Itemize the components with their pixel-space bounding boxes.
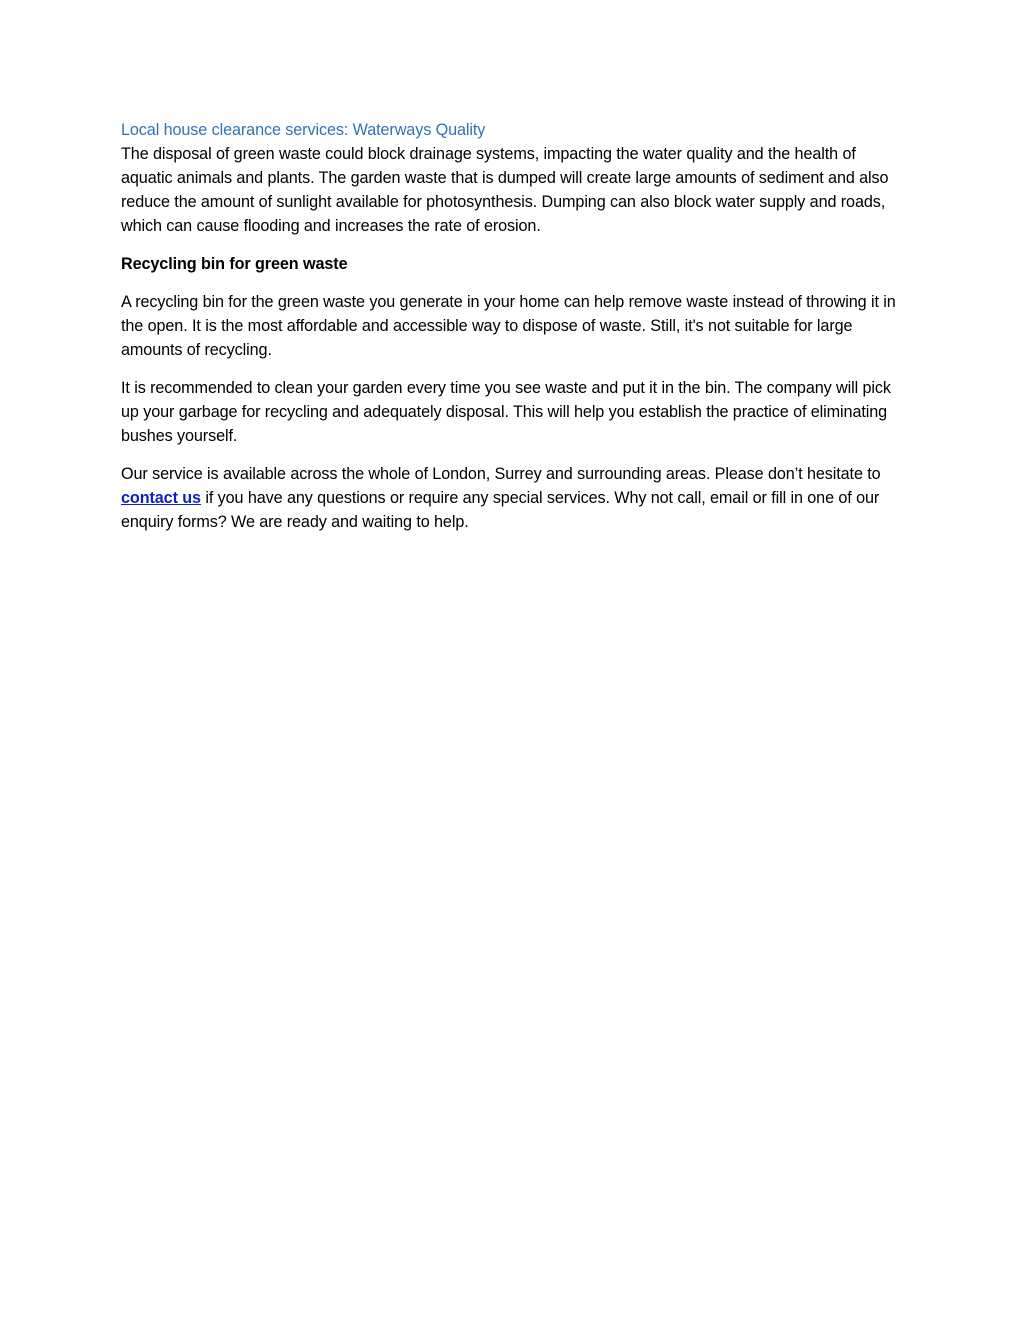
paragraph-clean-garden: It is recommended to clean your garden every time you see waste and put it in the bin. The company will pick up your garbage for recycling and adequately disposal. This will help you establish the practice of eliminating bushes yourself. (121, 379, 891, 445)
section-title: Local house clearance services: Waterways Quality (121, 121, 486, 139)
paragraph-service-area (121, 462, 911, 534)
intro-paragraph: The disposal of green waste could block drainage systems, impacting the water quality and the health of aquatic animals and plants. The garden waste that is dumped will create large amounts of sediment and also reduce the amount of sunlight available for photosynthesis. Dumping can also block water supply and roads, which can cause flooding and increases the rate of erosion. (121, 145, 889, 235)
paragraph-recycling-bin: A recycling bin for the green waste you generate in your home can help remove waste instead of throwing it in the open. It is the most affordable and accessible way to dispose of waste. Still, it's not suitable for large amounts of recycling. (121, 293, 896, 359)
document-page (121, 118, 911, 534)
contact-us-link[interactable]: contact us (121, 489, 201, 507)
subheading: Recycling bin for green waste (121, 255, 348, 273)
service-text-after-link: if you have any questions or require any special services. Why not call, email or fill in one of our enquiry forms? We are ready and waiting to help. (121, 489, 880, 531)
service-text-before-link: Our service is available across the whole of London, Surrey and surrounding areas. Please don’t hesitate to (121, 465, 881, 483)
